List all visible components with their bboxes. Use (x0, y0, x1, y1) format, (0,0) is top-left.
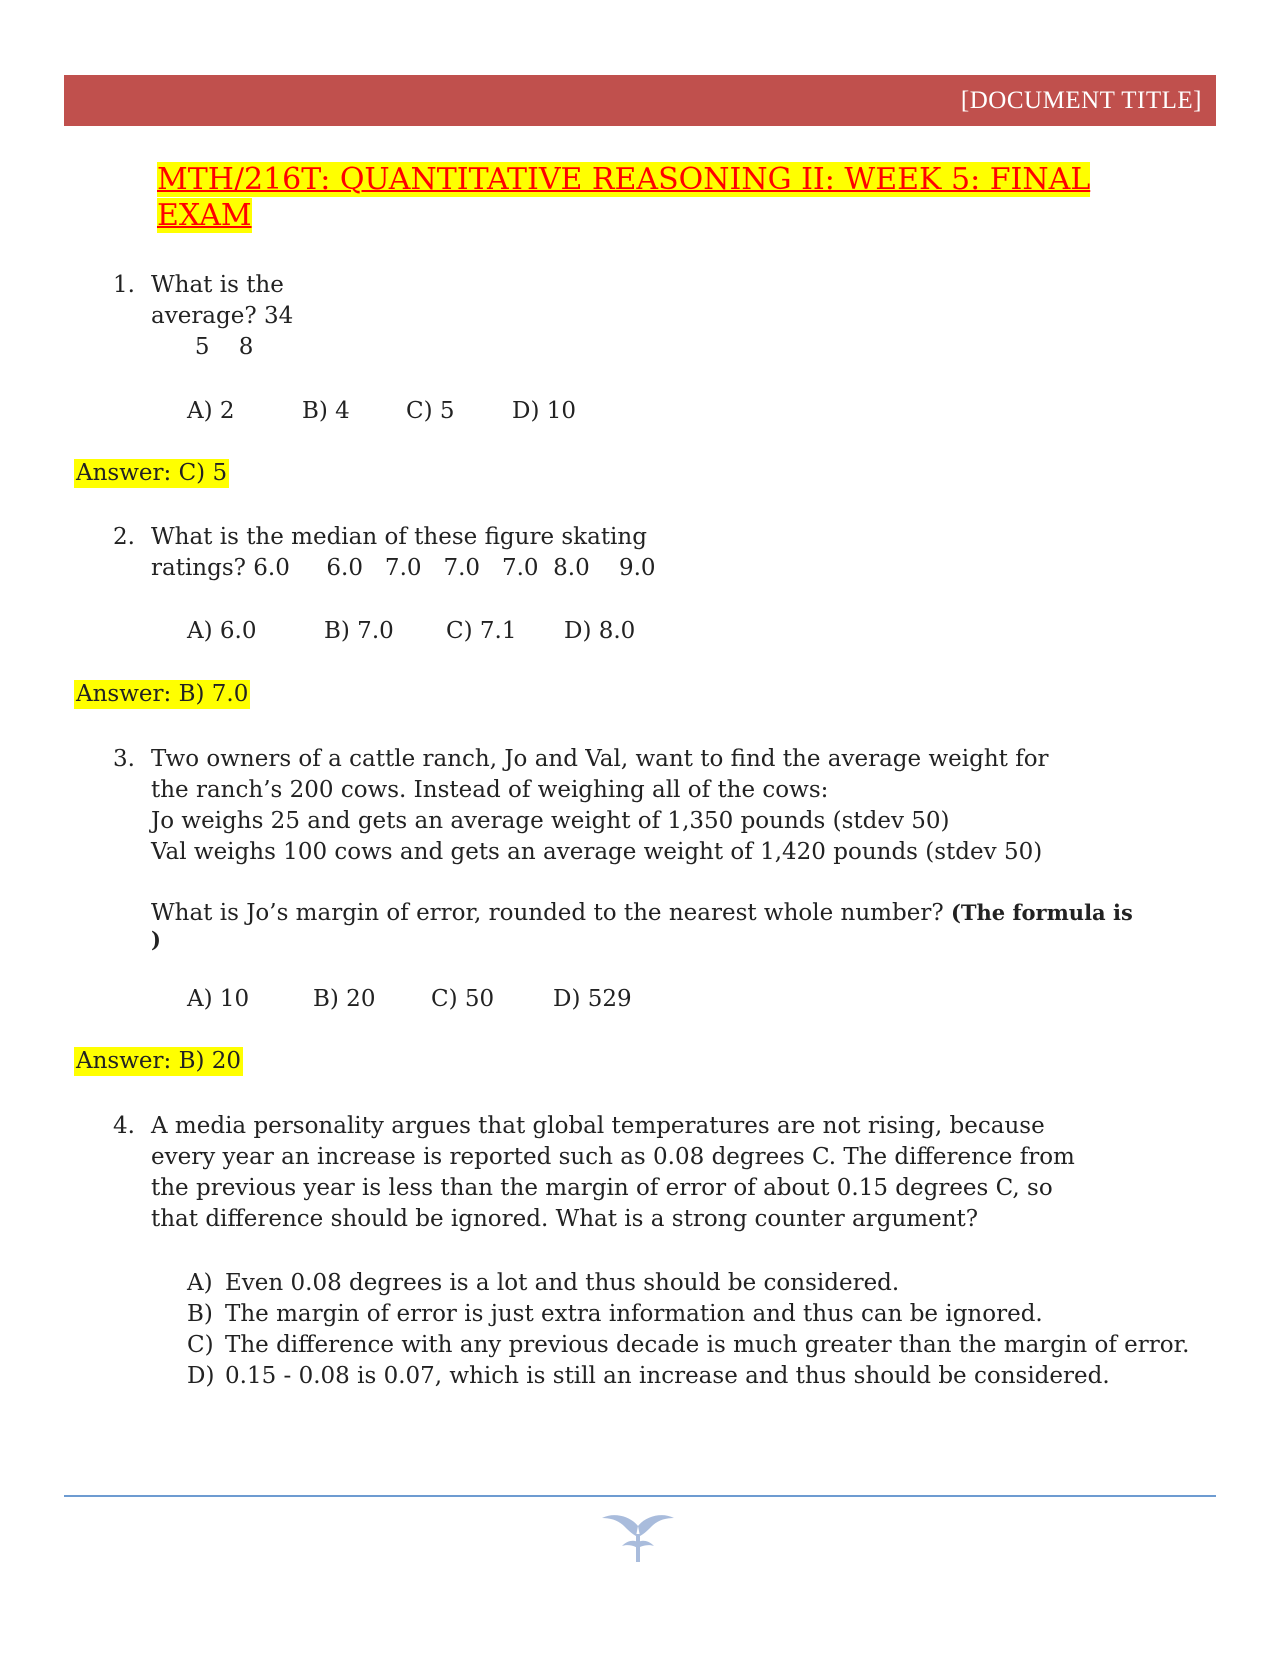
option-text: Even 0.08 degrees is a lot and thus should be considered. (225, 1270, 900, 1296)
option-label: C) (187, 1332, 214, 1358)
answer-1: Answer: C) 5 (76, 460, 228, 486)
bird-logo-icon (600, 1512, 676, 1564)
question-number: 2. (113, 524, 135, 550)
option-a: A) 10 (187, 986, 250, 1012)
question-text-line: the ranch’s 200 cows. Instead of weighing all of the cows: (151, 777, 829, 803)
option-d (187, 1361, 1207, 1392)
option-a: A) 2 (187, 398, 235, 424)
option-a: A) 6.0 (187, 618, 257, 644)
option-b: B) 20 (313, 986, 376, 1012)
page-title-line-2: EXAM (157, 198, 252, 233)
option-label: B) (187, 1301, 213, 1327)
question-text-line: Two owners of a cattle ranch, Jo and Val, want to find the average weight for (151, 746, 1049, 772)
option-c: C) 7.1 (446, 618, 517, 644)
footer-divider (64, 1495, 1216, 1497)
option-c: C) 5 (406, 398, 455, 424)
option-d: D) 10 (512, 398, 576, 424)
question-text-line: ratings? 6.0 6.0 7.0 7.0 7.0 8.0 9.0 (151, 555, 656, 581)
answer-2: Answer: B) 7.0 (76, 681, 249, 707)
option-b (187, 1299, 1207, 1330)
option-label: A) (187, 1270, 213, 1296)
question-text-line: A media personality argues that global temperatures are not rising, because (151, 1113, 1045, 1139)
question-prompt-text: What is Jo’s margin of error, rounded to the nearest whole number? (151, 900, 944, 926)
question-text-line: Val weighs 100 cows and gets an average weight of 1,420 pounds (stdev 50) (151, 839, 1043, 865)
option-c: C) 50 (431, 986, 495, 1012)
question-text-line: that difference should be ignored. What is a strong counter argument? (151, 1206, 979, 1232)
question-text-line: every year an increase is reported such as 0.08 degrees C. The difference from (151, 1144, 1075, 1170)
answer-3: Answer: B) 20 (76, 1048, 242, 1074)
option-label: D) (187, 1363, 215, 1389)
question-number: 1. (113, 272, 135, 298)
question-text-line: the previous year is less than the margin of error of about 0.15 degrees C, so (151, 1175, 1053, 1201)
option-b: B) 4 (302, 398, 350, 424)
header-bar (64, 75, 1216, 126)
question-4-options (187, 1268, 1207, 1392)
page-title-line-1: MTH/216T: QUANTITATIVE REASONING II: WEEK 5: FINAL (157, 162, 1091, 197)
question-2-options (0, 616, 1280, 648)
option-a (187, 1268, 1207, 1299)
page-title (157, 162, 1117, 234)
question-text-line: Jo weighs 25 and gets an average weight of 1,350 pounds (stdev 50) (151, 808, 950, 834)
question-prompt (151, 897, 1133, 930)
option-d: D) 8.0 (564, 618, 636, 644)
option-text: 0.15 - 0.08 is 0.07, which is still an increase and thus should be considered. (225, 1363, 1110, 1389)
option-text: The margin of error is just extra information and thus can be ignored. (225, 1301, 1043, 1327)
question-text-line: What is the (151, 272, 284, 298)
question-3-options (0, 984, 1280, 1016)
question-number: 3. (113, 746, 135, 772)
formula-note-close: ) (151, 927, 161, 952)
formula-note: (The formula is (950, 900, 1133, 925)
question-1-options (0, 396, 1280, 428)
option-b: B) 7.0 (324, 618, 394, 644)
question-text-line: What is the median of these figure skating (151, 524, 647, 550)
document-title: [DOCUMENT TITLE] (960, 87, 1202, 114)
question-text-line: 5 8 (151, 334, 254, 360)
option-d: D) 529 (553, 986, 632, 1012)
option-c (187, 1330, 1207, 1361)
question-text-line: average? 34 (151, 303, 294, 329)
question-number: 4. (113, 1113, 135, 1139)
option-text: The difference with any previous decade is much greater than the margin of error. (225, 1332, 1190, 1358)
